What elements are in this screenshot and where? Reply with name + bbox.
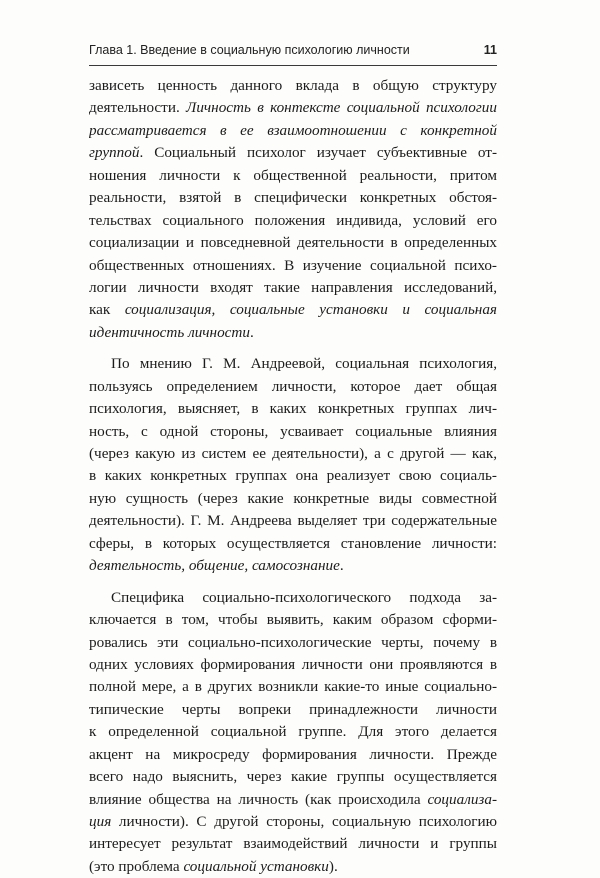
text-run: сферы, в которых осуществляется становление личности: <box>89 534 497 552</box>
text-run: как <box>89 301 125 319</box>
text-run: типические черты вопреки принадлежности личности <box>89 700 497 718</box>
text-run: ную сущность (через какие конкретные виды совместной <box>89 489 497 507</box>
text-line <box>89 632 497 654</box>
text-run: ровались эти социально-психологические черты, почему в <box>89 633 497 651</box>
text-run: (через какую из систем ее деятельности), а с другой — как, <box>89 445 497 462</box>
text-run: ность, с одной стороны, усваивает социальные влияния <box>89 422 497 440</box>
text-line <box>89 299 497 321</box>
italic-term: рассматривается в ее взаимоотношении с конкретной <box>89 121 497 139</box>
paragraph <box>89 75 497 344</box>
text-run: зависеть ценность данного вклада в общую структуру <box>89 77 497 94</box>
text-line <box>89 120 497 142</box>
text-run: деятельности. <box>89 99 187 117</box>
text-line <box>89 322 497 344</box>
text-line <box>89 587 497 609</box>
body-text <box>89 75 497 878</box>
text-run: ношения личности к общественной реальности, притом <box>89 166 497 184</box>
paragraph <box>89 587 497 878</box>
text-line <box>89 187 497 209</box>
text-run: ). <box>328 857 338 875</box>
text-line <box>89 833 497 855</box>
page-number: 11 <box>483 43 497 57</box>
text-line <box>89 654 497 676</box>
text-line <box>89 533 497 555</box>
text-line <box>89 353 497 375</box>
text-line <box>89 488 497 510</box>
text-run: влияние общества на личность (как происходила <box>89 790 428 808</box>
text-line <box>89 465 497 487</box>
italic-term: деятельность, общение, самосознание <box>89 557 340 575</box>
text-run: пользуясь определением личности, которое дает общая <box>89 377 497 395</box>
text-run: личности). С другой стороны, социальную психологию <box>111 813 497 830</box>
text-run: полной мере, а в других возникли какие-то иные социально- <box>89 678 497 696</box>
text-run: всего надо выяснить, через какие группы осуществляется <box>89 768 497 786</box>
text-line <box>89 555 497 577</box>
text-run: психология, выясняет, в каких конкретных группах лич- <box>89 400 497 418</box>
text-run: . Социальный психолог изучает субъективные от- <box>139 144 497 162</box>
text-run: . <box>249 323 254 341</box>
text-line <box>89 744 497 766</box>
text-line <box>89 75 497 97</box>
text-line <box>89 142 497 164</box>
italic-term: Личность в контексте социальной психологии <box>186 99 497 117</box>
text-run: логии личности входят такие направления исследований, <box>89 278 497 296</box>
text-line <box>89 811 497 833</box>
italic-term: идентичность личности <box>89 323 250 341</box>
text-run: Специфика социально-психологического подхода за- <box>111 588 497 606</box>
text-run: тельствах социального положения индивида, условий его <box>89 211 497 229</box>
text-line <box>89 398 497 420</box>
text-line <box>89 766 497 788</box>
text-run: По мнению Г. М. Андреевой, социальная психология, <box>111 355 497 373</box>
italic-term: социализа- <box>427 790 497 808</box>
text-run: . <box>339 557 344 575</box>
text-line <box>89 376 497 398</box>
text-line <box>89 856 497 878</box>
italic-term: социализация, социальные установки и социальная <box>124 301 497 319</box>
text-line <box>89 789 497 811</box>
text-line <box>89 421 497 443</box>
text-line <box>89 510 497 532</box>
text-run: в каких конкретных группах она реализует свою социаль- <box>89 467 497 485</box>
text-run: одних условиях формирования личности они проявляются в <box>89 655 497 673</box>
text-run: общественных отношениях. В изучение социальной психо- <box>89 256 497 274</box>
text-run: интересует результат взаимодействий личности и группы <box>89 835 497 853</box>
italic-term: группой <box>89 144 140 162</box>
text-run: реальности, взятой в специфически конкретных обстоя- <box>89 189 497 207</box>
italic-term: ция <box>89 813 112 830</box>
text-line <box>89 676 497 698</box>
italic-term: социальной установки <box>183 857 329 875</box>
running-head: Глава 1. Введение в социальную психологию личности <box>89 43 410 57</box>
text-run: деятельности). Г. М. Андреева выделяет три содержательные <box>89 512 497 530</box>
header-rule <box>89 65 497 66</box>
text-line <box>89 210 497 232</box>
text-line <box>89 609 497 631</box>
text-run: акцент на микросреду формирования личности. Прежде <box>89 745 497 763</box>
text-line <box>89 232 497 254</box>
text-line <box>89 443 497 465</box>
text-line <box>89 277 497 299</box>
text-line <box>89 699 497 721</box>
text-run: ключается в том, чтобы выявить, каким образом сформи- <box>89 611 497 629</box>
text-run: к определенной социальной группе. Для этого делается <box>89 723 497 741</box>
text-line <box>89 255 497 277</box>
text-line <box>89 165 497 187</box>
text-line <box>89 721 497 743</box>
text-run: (это проблема <box>89 857 184 875</box>
text-run: социализации и повседневной деятельности в определенных <box>89 234 497 252</box>
paragraph <box>89 353 497 577</box>
text-line <box>89 97 497 119</box>
